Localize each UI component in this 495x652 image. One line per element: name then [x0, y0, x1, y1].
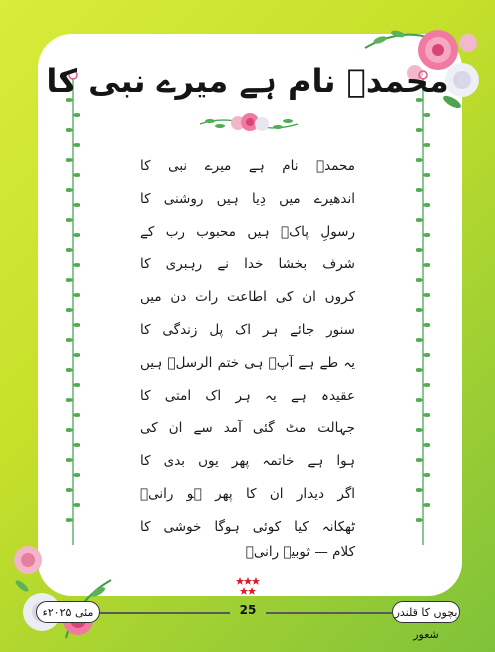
page-footer — [36, 600, 459, 641]
poem-line: یہ طے ہے آپؐ ہی ختم الرسلؐ ہیں — [140, 354, 355, 371]
poem-line: ہوا ہے خاتمہ پھر یوں بدی کا — [140, 453, 355, 470]
vine-border-left — [66, 70, 80, 550]
poem-line: ٹھکانہ کیا کوئی ہوگا خوشی کا — [140, 518, 355, 535]
vine-border-right — [416, 70, 430, 550]
poet-credit: کلام — ثوبیہ رانیؔ — [245, 544, 355, 560]
footer-rule-right — [266, 612, 392, 614]
star-ornament-icon — [236, 576, 260, 598]
poem-body — [140, 150, 355, 544]
poem-line: رسولِ پاکؐ ہیں محبوب رب کے — [140, 223, 355, 240]
magazine-name-badge: بچوں کا قلندر شعور — [392, 601, 460, 623]
poem-line: جہالت مٹ گئی آمد سے ان کی — [140, 420, 355, 437]
poem-line: شرف بخشا خدا نے رہبری کا — [140, 256, 355, 273]
poem-title: محمدؐ نام ہے میرے نبی کا — [46, 62, 449, 100]
poem-line: سنور جائے ہر اک پل زندگی کا — [140, 321, 355, 338]
poem-line: کروں ان کی اطاعت رات دن میں — [140, 289, 355, 306]
poem-line: عقیدہ ہے یہ ہر اک امتی کا — [140, 387, 355, 404]
poem-line: محمدؐ نام ہے میرے نبی کا — [140, 158, 355, 174]
issue-date-badge: مئی ۲۰۲۵ء — [36, 601, 100, 623]
poem-line: اگر دیدار ان کا پھر ہو رانیؔ — [140, 485, 355, 502]
floral-divider — [198, 110, 300, 136]
page-number: 25 — [239, 603, 257, 617]
poem-line: اندھیرے میں دِیا ہیں روشنی کا — [140, 190, 355, 207]
footer-rule-left — [100, 612, 230, 614]
